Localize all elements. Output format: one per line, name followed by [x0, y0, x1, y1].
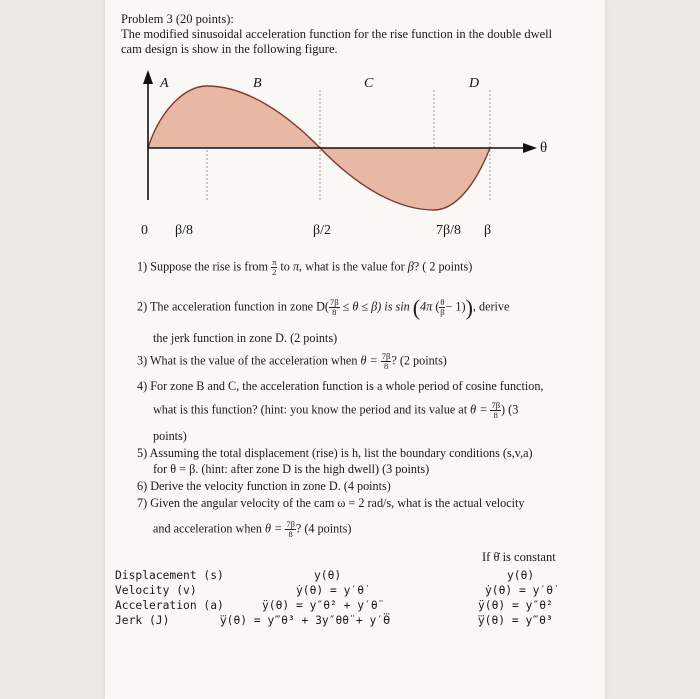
- tick-label-0: 0: [141, 223, 148, 238]
- acceleration-figure: [0, 0, 700, 250]
- question-4-line-3: points): [153, 429, 187, 443]
- question-2: 2) The acceleration function in zone D( $\frac{7\beta}{8}$ ≤ θ ≤ β) is sin (4π ( $\frac{\theta}{\beta}$ − 1)), derive: [137, 295, 510, 320]
- label-jerk: Jerk (J): [115, 614, 170, 627]
- tick-label-7b8: 7β/8: [436, 223, 462, 238]
- theta-axis-label: θ: [540, 140, 548, 156]
- general-jerk: y⃛(θ) = y‴θ̇³ + 3y″θ̇θ̈ + y′θ⃛: [220, 614, 391, 627]
- zone-label-c: C: [364, 76, 374, 91]
- zone-label-d: D: [469, 76, 480, 91]
- label-velocity: Velocity (v): [115, 584, 197, 597]
- question-5-line-2: for θ = β. (hint: after zone D is the high dwell) (3 points): [153, 462, 430, 476]
- tick-label-b8: β/8: [175, 223, 194, 238]
- zone-label-a: A: [160, 76, 169, 91]
- constant-velocity: ẏ(θ) = y′θ̇: [485, 584, 554, 597]
- general-acceleration: ÿ(θ) = y″θ̇² + y′θ̈: [262, 599, 378, 612]
- problem-text-line-1: The modified sinusoidal acceleration function for the rise function in the double dwell: [121, 27, 553, 41]
- general-velocity: ẏ(θ) = y′θ̇: [296, 584, 365, 597]
- zone-label-b: B: [253, 76, 262, 91]
- question-2-line-2: the jerk function in zone D. (2 points): [153, 331, 338, 345]
- question-6: 6) Derive the velocity function in zone D. (4 points): [137, 479, 391, 493]
- constant-header: If θ̇ is constant: [482, 550, 556, 564]
- tick-label-b: β: [484, 223, 492, 238]
- question-7-line-2: and acceleration when θ = $\frac{7\beta}{8}$ ? (4 points): [153, 519, 352, 539]
- negative-area: [320, 148, 490, 210]
- label-displacement: Displacement (s): [115, 569, 224, 582]
- question-4-line-2: what is this function? (hint: you know the period and its value at θ = $\frac{7\beta}{8}$ ) (3: [153, 400, 519, 420]
- question-7-line-1: 7) Given the angular velocity of the cam ω = 2 rad/s, what is the actual velocity: [137, 496, 525, 510]
- constant-jerk: y⃛(θ) = y‴θ̇³: [478, 614, 553, 627]
- problem-title: Problem 3 (20 points):: [121, 12, 234, 26]
- positive-area: [148, 86, 320, 148]
- theta-axis-arrow: [523, 143, 537, 153]
- label-acceleration: Acceleration (a): [115, 599, 224, 612]
- question-1: 1) Suppose the rise is from $\frac{\pi}{2}$ to π, what is the value for β? ( 2 points): [137, 257, 473, 277]
- vertical-axis-arrow: [143, 70, 153, 84]
- problem-text-line-2: cam design is show in the following figure.: [121, 42, 338, 56]
- tick-label-b2: β/2: [313, 223, 332, 238]
- question-4-line-1: 4) For zone B and C, the acceleration function is a whole period of cosine function,: [137, 379, 544, 393]
- general-displacement: y(θ): [314, 569, 342, 582]
- question-3: 3) What is the value of the acceleration when θ = $\frac{7\beta}{8}$ ? (2 points): [137, 351, 447, 371]
- question-5-line-1: 5) Assuming the total displacement (rise) is h, list the boundary conditions (s,v,a): [137, 446, 533, 460]
- constant-acceleration: ÿ(θ) = y″θ̇²: [478, 599, 553, 612]
- constant-displacement: y(θ): [507, 569, 535, 582]
